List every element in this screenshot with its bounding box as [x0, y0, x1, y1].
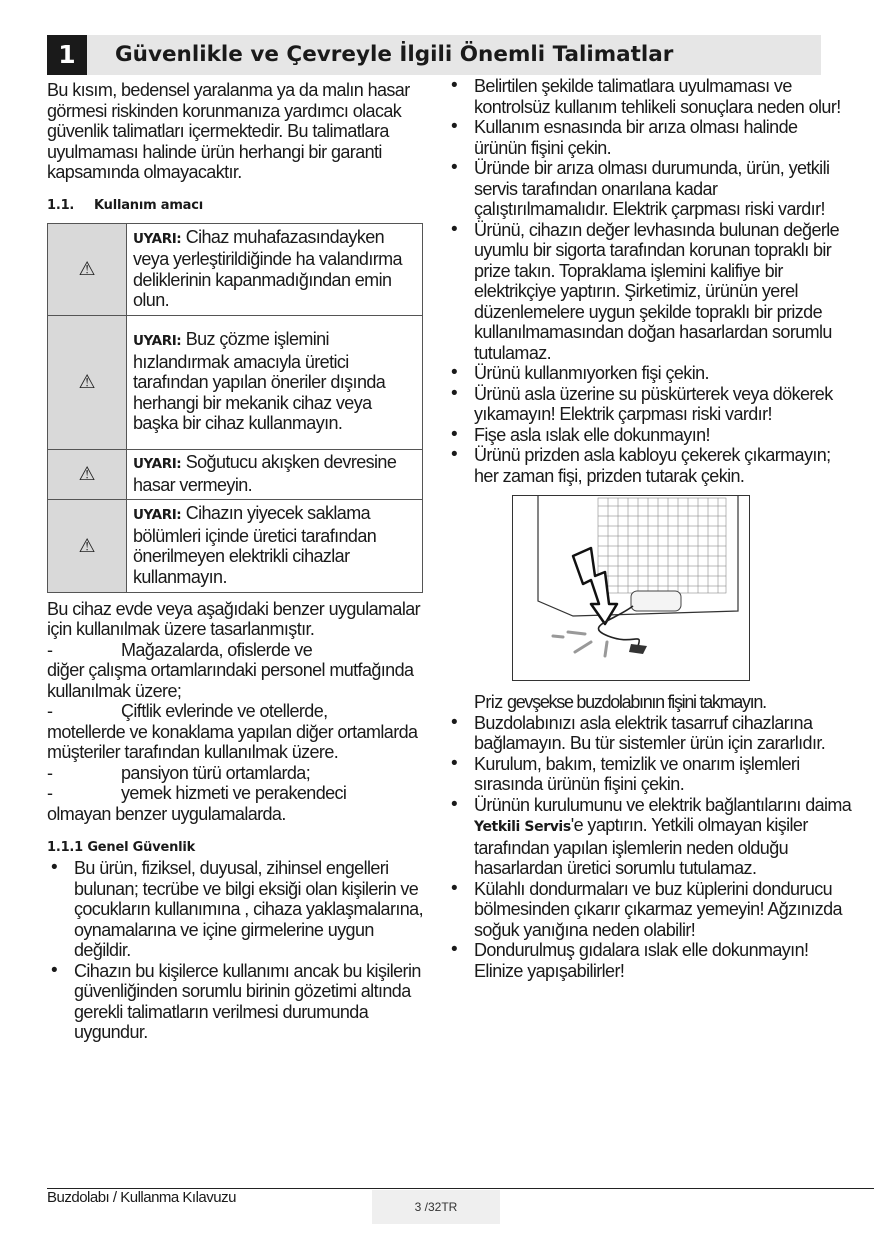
list-item: • Dondurulmuş gıdalara ıslak elle dokunmayın! Elinize yapışabilirler!	[447, 940, 852, 981]
warning-text: UYARI: Soğutucu akışken devresine hasar vermeyin.	[127, 449, 423, 499]
chapter-title: Güvenlikle ve Çevreyle İlgili Önemli Talimatlar	[115, 42, 674, 67]
fridge-plug-illustration	[513, 496, 749, 680]
warning-icon-cell	[48, 449, 127, 499]
warning-triangle-icon: ⚠	[78, 534, 96, 557]
warning-row	[48, 449, 423, 499]
warning-triangle-icon: ⚠	[78, 258, 96, 280]
section-title: Kullanım amacı	[94, 197, 204, 213]
list-item: • Ürünü, cihazın değer levhasında bulunan değerle uyumlu bir sigorta tarafından korunan topraklı bir prize takın. Topraklama işlemini kalifiye bir elektrikçiye yaptırın. Şirketimiz, ürünün yerel düzenlemelere uygun şekilde topraklı bir prizde kullanılmamasından doğan hasarlardan sorumlu tutulamaz.	[447, 220, 852, 364]
intro-paragraph: Bu kısım, bedensel yaralanma ya da malın hasar görmesi riskinden korunmanıza yardımcı olacak güvenlik talimatları içermektedir. Bu talimatlara uyulmaması halinde ürün herhangi bir garanti kapsamında olmayacaktır.	[47, 80, 410, 182]
warning-table	[47, 223, 423, 593]
list-item: • Belirtilen şekilde talimatlara uyulmaması ve kontrolsüz kullanım tehlikeli sonuçlara neden olur!	[447, 76, 852, 117]
warning-icon-cell	[48, 315, 127, 449]
list-item: • Buzdolabınızı asla elektrik tasarruf cihazlarına bağlamayın. Bu tür sistemler ürün için zararlıdır.	[447, 713, 852, 754]
usage-item: - Mağazalarda, ofislerde ve diğer çalışma ortamlarındaki personel mutfağında kullanılmak üzere;	[47, 639, 414, 701]
warning-icon-cell	[48, 223, 127, 315]
warning-triangle-icon: ⚠	[78, 463, 96, 485]
section-heading-1-1-1: 1.1.1 Genel Güvenlik	[47, 840, 196, 855]
chapter-header	[47, 35, 821, 75]
warning-icon-cell	[48, 499, 127, 592]
usage-list	[47, 640, 425, 825]
warning-text: UYARI: Buz çözme işlemini hızlandırmak amacıyla üretici tarafından yapılan öneriler dışında herhangi bir mekanik cihaz veya başka bir cihaz kullanmayın.	[127, 315, 423, 449]
right-column	[447, 76, 852, 981]
warning-row	[48, 315, 423, 449]
list-item: • Fişe asla ıslak elle dokunmayın!	[447, 425, 852, 446]
list-item: • Külahlı dondurmaları ve buz küplerini dondurucu bölmesinden çıkarır çıkarmaz yemeyin! Ağzınızda soğuk yanığına neden olabilir!	[447, 879, 852, 941]
chapter-number: 1	[47, 35, 87, 75]
usage-intro: Bu cihaz evde veya aşağıdaki benzer uygulamalar için kullanılmak üzere tasarlanmıştır.	[47, 598, 421, 639]
warning-text: UYARI: Cihaz muhafazasındayken veya yerleştirildiğinde ha valandırma deliklerinin kapanmadığından emin olun.	[127, 223, 423, 315]
footer-doc-title: Buzdolabı / Kullanma Kılavuzu	[47, 1189, 236, 1206]
list-item: • Ürünün kurulumunu ve elektrik bağlantılarını daima Yetkili Servis'e yaptırın. Yetkili olmayan kişiler tarafından yapılan işlemlerin neden olduğu hasarlardan üretici sorumlu tutulamaz.	[447, 795, 852, 879]
usage-item: - pansiyon türü ortamlarda;	[47, 762, 311, 783]
safety-list-bottom	[447, 713, 852, 982]
list-item: • Ürünü asla üzerine su püskürterek veya dökerek yıkamayın! Elektrik çarpması riski vardır!	[447, 384, 852, 425]
general-safety-list	[47, 858, 425, 1043]
warning-text: UYARI: Cihazın yiyecek saklama bölümleri içinde üretici tarafından önerilmeyen elektrikli cihazlar kullanmayın.	[127, 499, 423, 592]
page-number: 3 /32TR	[372, 1190, 500, 1224]
safety-list-top	[447, 76, 852, 486]
list-item: • Bu ürün, fiziksel, duyusal, zihinsel engelleri bulunan; tecrübe ve bilgi eksiği olan kişilerin ve çocukların kullanımına , cihaza yaklaşmalarına, oynamalarına ve içine girmelerine uygun değildir.	[47, 858, 425, 961]
authorized-service-label: Yetkili Servis	[474, 819, 571, 835]
section-number: 1.1.	[47, 197, 75, 213]
section-heading-1-1	[47, 196, 425, 216]
usage-item: - Çiftlik evlerinde ve otellerde, motellerde ve konaklama yapılan diğer ortamlarda müşteriler tarafından kullanılmak üzere.	[47, 701, 418, 762]
warning-row	[48, 499, 423, 592]
warning-row	[48, 223, 423, 315]
left-column	[47, 80, 425, 1043]
warning-triangle-icon: ⚠	[78, 371, 96, 393]
figure-caption: Priz gevşekse buzdolabının fişini takmayın.	[474, 692, 766, 712]
list-item: • Kullanım esnasında bir arıza olması halinde ürünün fişini çekin.	[447, 117, 852, 158]
list-item: • Ürünü kullanmıyorken fişi çekin.	[447, 363, 852, 384]
usage-item: - yemek hizmeti ve perakendeci olmayan benzer uygulamalarda.	[47, 783, 347, 824]
plug-warning-figure	[512, 495, 750, 681]
list-item: • Kurulum, bakım, temizlik ve onarım işlemleri sırasında ürünün fişini çekin.	[447, 754, 852, 795]
list-item: • Ürünü prizden asla kabloyu çekerek çıkarmayın; her zaman fişi, prizden tutarak çekin.	[447, 445, 852, 486]
list-item: • Üründe bir arıza olması durumunda, ürün, yetkili servis tarafından onarılana kadar çalıştırılmamalıdır. Elektrik çarpması riski vardır!	[447, 158, 852, 220]
list-item: • Cihazın bu kişilerce kullanımı ancak bu kişilerin güvenliğinden sorumlu birinin gözetimi altında gerekli talimatların verilmesi durumunda uygundur.	[47, 961, 425, 1043]
